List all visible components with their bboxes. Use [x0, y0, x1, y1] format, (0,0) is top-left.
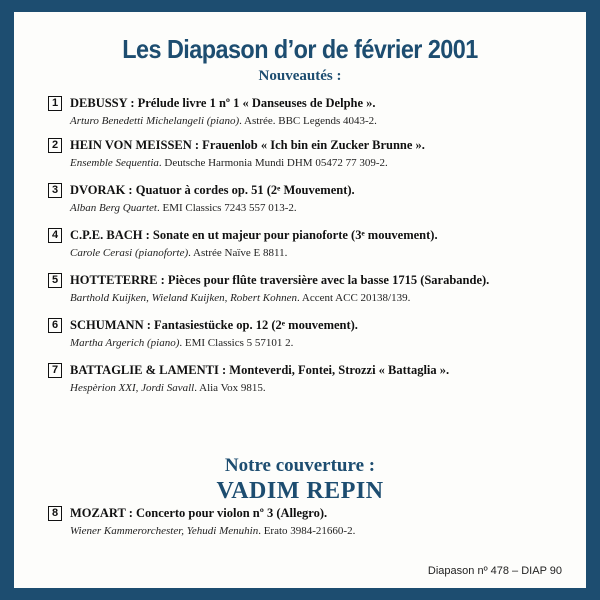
- track-work: SCHUMANN : Fantasiestücke op. 12 (2ᵉ mouvement).: [70, 317, 358, 332]
- track-label: . EMI Classics 7243 557 013-2.: [156, 202, 297, 214]
- track-item: [48, 136, 578, 169]
- track-performers: Arturo Benedetti Michelangeli (piano): [70, 115, 240, 127]
- track-performers: Martha Argerich (piano): [70, 337, 180, 349]
- track-performers: Alban Berg Quartet: [70, 202, 157, 214]
- track-work: C.P.E. BACH : Sonate en ut majeur pour pianoforte (3ᵉ mouvement).: [70, 227, 438, 242]
- track-label: . Deutsche Harmonia Mundi DHM 05472 77 309-2.: [158, 157, 388, 169]
- track-item: [48, 271, 578, 304]
- track-item: [48, 181, 578, 214]
- track-performers: Wiener Kammerorchester, Yehudi Menuhin: [70, 525, 259, 537]
- track-performers: Hespèrion XXI, Jordi Savall: [70, 382, 195, 394]
- cd-back-card: [14, 12, 586, 588]
- magazine-reference: Diapason nº 478 – DIAP 90: [427, 565, 562, 577]
- track-number: 8: [48, 506, 62, 521]
- track-number: 3: [48, 183, 62, 198]
- track-label: . Astrée Naïve E 8811.: [188, 247, 288, 259]
- track-label: . Alia Vox 9815.: [194, 382, 266, 394]
- track-number: 5: [48, 273, 62, 288]
- track-work: HEIN VON MEISSEN : Frauenlob « Ich bin ein Zucker Brunne ».: [70, 137, 425, 152]
- track-item: [48, 94, 578, 127]
- track-number: 7: [48, 363, 62, 378]
- track-item: [48, 316, 578, 349]
- track-number: 6: [48, 318, 62, 333]
- track-work: HOTTETERRE : Pièces pour flûte traversière avec la basse 1715 (Sarabande).: [70, 272, 490, 287]
- track-work: DVORAK : Quatuor à cordes op. 51 (2ᵉ Mouvement).: [70, 182, 355, 197]
- track-work: BATTAGLIE & LAMENTI : Monteverdi, Fontei, Strozzi « Battaglia ».: [70, 362, 450, 377]
- track-item: [48, 226, 578, 259]
- track-label: . Accent ACC 20138/139.: [297, 292, 411, 304]
- track-label: . EMI Classics 5 57101 2.: [179, 337, 294, 349]
- track-performers: Ensemble Sequentia: [70, 157, 159, 169]
- track-work: DEBUSSY : Prélude livre 1 nº 1 « Danseuses de Delphe ».: [70, 95, 376, 110]
- track-number: 1: [48, 96, 62, 111]
- cover-heading: Notre couverture :: [224, 455, 376, 476]
- track-label: . Erato 3984-21660-2.: [258, 525, 356, 537]
- track-number: 2: [48, 138, 62, 153]
- track-label: . Astrée. BBC Legends 4043-2.: [239, 115, 377, 127]
- cover-track-item: [48, 504, 578, 537]
- cover-artist: VADIM REPIN: [216, 478, 384, 504]
- page-title: Les Diapason d’or de février 2001: [122, 34, 478, 64]
- section-subtitle: Nouveautés :: [258, 68, 342, 84]
- track-item: [48, 361, 578, 394]
- track-work: MOZART : Concerto pour violon nº 3 (Allegro).: [70, 505, 328, 520]
- track-performers: Carole Cerasi (pianoforte): [70, 247, 189, 259]
- track-number: 4: [48, 228, 62, 243]
- track-performers: Barthold Kuijken, Wieland Kuijken, Robert Kohnen: [70, 292, 297, 304]
